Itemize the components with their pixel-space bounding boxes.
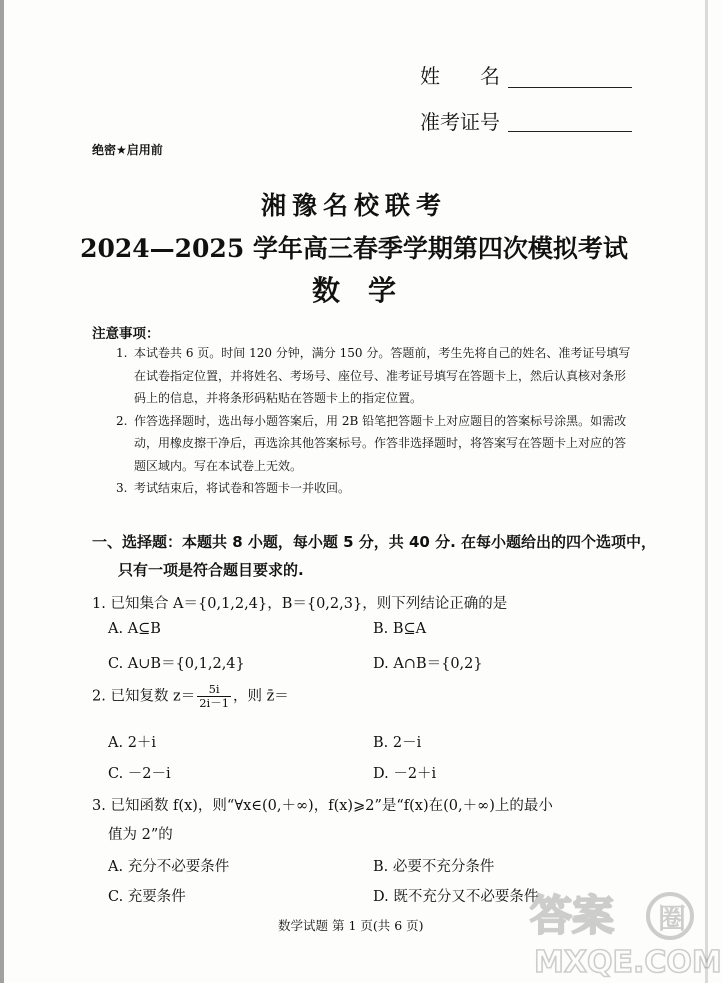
notice-text: 作答选择题时，选出每小题答案后，用 2B 铅笔把答题卡上对应题目的答案标号涂黑。如需改动，用橡皮擦干净后，再选涂其他答案标号。作答非选择题时，将答案写在答题卡上对应的答题区域内。写在本试卷上无效。 (134, 413, 627, 473)
notice-item (116, 477, 636, 500)
q1-option-a: A. A⊆B (108, 621, 161, 637)
scan-right-edge (705, 0, 708, 983)
section-heading-line1: 一、选择题：本题共 8 小题，每小题 5 分，共 40 分. 在每小题给出的四个选项中， (92, 533, 657, 551)
notice-item (116, 410, 636, 478)
name-label: 姓 名 (420, 64, 500, 88)
question-1-stem: 1. 已知集合 A＝{0,1,2,4}，B＝{0,2,3}，则下列结论正确的是 (92, 596, 508, 612)
question-2-stem (92, 683, 289, 710)
q1-option-c: C. A∪B＝{0,1,2,4} (108, 656, 245, 672)
q3-option-a: A. 充分不必要条件 (108, 859, 230, 875)
subject-title: 数学 (311, 274, 424, 307)
q3-option-d: D. 既不充分又不必要条件 (373, 889, 539, 905)
notice-heading: 注意事项： (92, 326, 160, 342)
notice-text: 考试结束后，将试卷和答题卡一并收回。 (134, 481, 351, 495)
page-footer: 数学试题 第 1 页(共 6 页) (278, 918, 424, 933)
notice-num: 1. (116, 346, 128, 360)
scan-left-edge (0, 0, 4, 983)
section-heading-line2: 只有一项是符合题目要求的. (118, 561, 304, 579)
q2-stem-pre: 2. 已知复数 z＝ (92, 688, 196, 705)
q2-option-d: D. －2＋i (373, 766, 437, 782)
question-3-stem-line1: 3. 已知函数 f(x)，则“∀x∈(0,＋∞)，f(x)⩾2”是“f(x)在(0,＋∞)上的最小 (92, 798, 553, 814)
q3-option-b: B. 必要不充分条件 (373, 859, 495, 875)
exam-title-line1: 湘豫名校联考 (260, 191, 447, 220)
q1-option-b: B. B⊆A (373, 621, 427, 637)
notice-item (116, 342, 636, 410)
q2-denominator: 2i－1 (199, 696, 230, 710)
notice-list (116, 342, 636, 500)
exam-title-line2: 2024—2025 学年高三春季学期第四次模拟考试 (80, 234, 628, 263)
q1-option-d: D. A∩B＝{0,2} (373, 656, 483, 672)
q3-option-c: C. 充要条件 (108, 889, 186, 905)
svg-text:MXQE.COM: MXQE.COM (534, 945, 722, 980)
id-line[interactable] (508, 131, 632, 132)
q2-option-c: C. －2－i (108, 766, 171, 782)
q2-stem-post: ，则 z̄＝ (233, 688, 289, 705)
svg-text:答案: 答案 (530, 891, 615, 940)
watermark-logo (522, 884, 722, 980)
svg-text:圈: 圈 (658, 902, 687, 935)
q2-fraction (197, 683, 231, 710)
name-line[interactable] (508, 87, 632, 88)
q2-option-a: A. 2＋i (108, 735, 157, 751)
notice-text: 本试卷共 6 页。时间 120 分钟，满分 150 分。答题前，考生先将自己的姓名、准考证号填写在试卷指定位置，并将姓名、考场号、座位号、准考证号填写在答题卡上，然后认真核对条形码上的信息，并将条形码粘贴在答题卡上的指定位置。 (134, 346, 631, 405)
question-3-stem-line2: 值为 2”的 (108, 827, 173, 843)
notice-num: 3. (116, 481, 128, 495)
secret-mark: 绝密★启用前 (92, 143, 163, 157)
notice-num: 2. (116, 413, 128, 428)
q2-numerator: 5i (197, 683, 231, 697)
id-label: 准考证号 (420, 110, 500, 134)
q2-option-b: B. 2－i (373, 735, 422, 751)
